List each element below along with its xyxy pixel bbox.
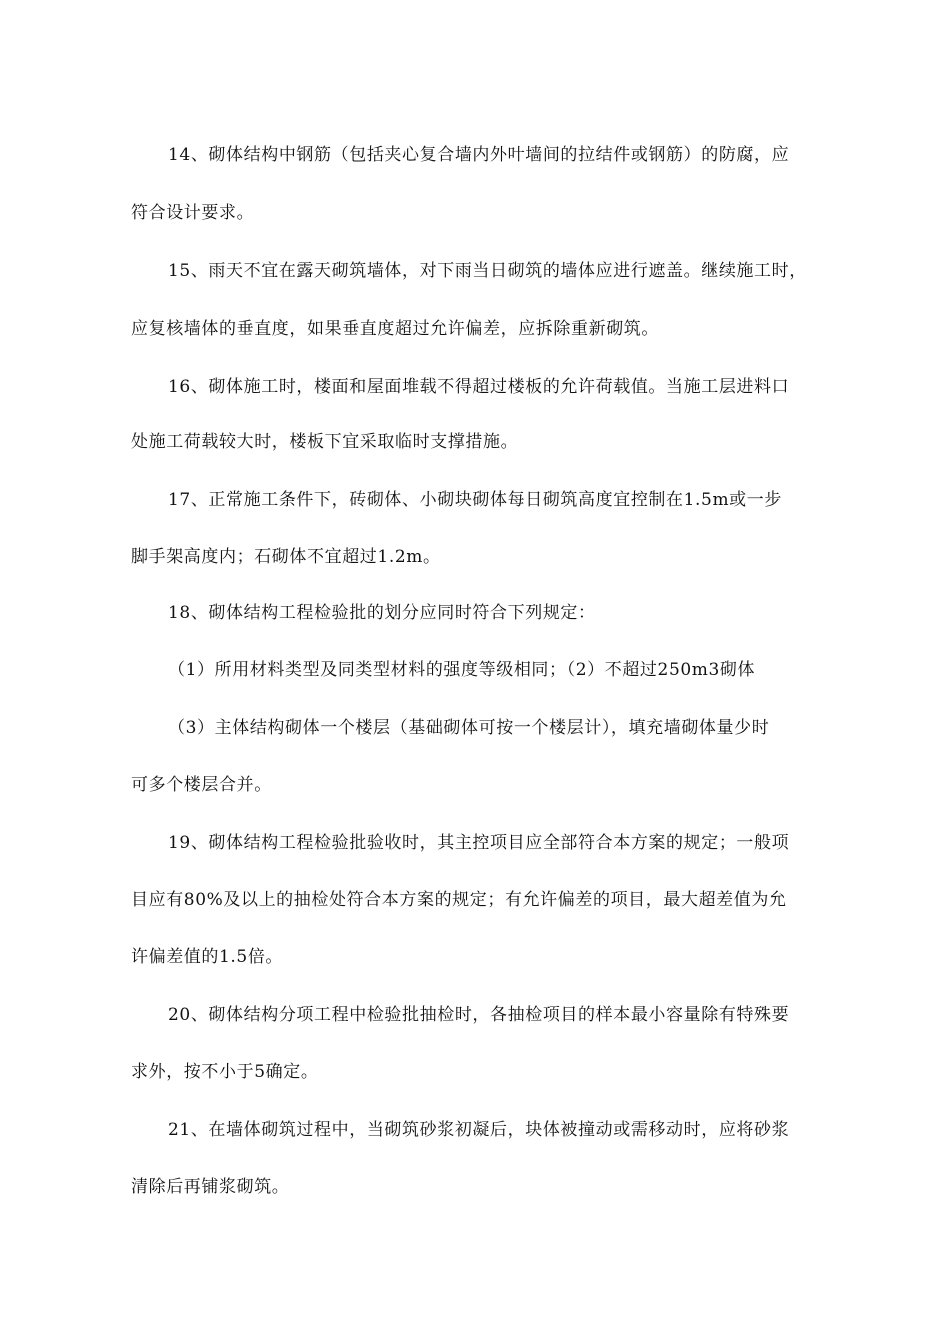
item-14-line-2: 符合设计要求。	[131, 203, 255, 223]
item-18-line-1: 18、砌体结构工程检验批的划分应同时符合下列规定：	[168, 603, 596, 623]
item-18-line-2: （1）所用材料类型及同类型材料的强度等级相同；（2）不超过250m3砌体	[168, 660, 756, 680]
item-15-line-1: 15、雨天不宜在露天砌筑墙体，对下雨当日砌筑的墙体应进行遮盖。继续施工时，	[168, 261, 807, 281]
item-18-line-4: 可多个楼层合并。	[131, 775, 272, 795]
item-14-line-1: 14、砌体结构中钢筋（包括夹心复合墙内外叶墙间的拉结件或钢筋）的防腐，应	[168, 145, 790, 165]
item-21-line-1: 21、在墙体砌筑过程中，当砌筑砂浆初凝后，块体被撞动或需移动时，应将砂浆	[168, 1120, 790, 1140]
item-18-line-3: （3）主体结构砌体一个楼层（基础砌体可按一个楼层计），填充墙砌体量少时	[168, 718, 770, 738]
item-17-line-1: 17、正常施工条件下，砖砌体、小砌块砌体每日砌筑高度宜控制在1.5m或一步	[168, 490, 782, 510]
item-15-line-2: 应复核墙体的垂直度，如果垂直度超过允许偏差，应拆除重新砌筑。	[131, 319, 659, 339]
item-19-line-3: 许偏差值的1.5倍。	[131, 947, 284, 967]
item-19-line-1: 19、砌体结构工程检验批验收时，其主控项目应全部符合本方案的规定；一般项	[168, 833, 790, 853]
item-17-line-2: 脚手架高度内；石砌体不宜超过1.2m。	[131, 547, 441, 567]
item-16-line-1: 16、砌体施工时，楼面和屋面堆载不得超过楼板的允许荷载值。当施工层进料口	[168, 377, 790, 397]
item-20-line-1: 20、砌体结构分项工程中检验批抽检时，各抽检项目的样本最小容量除有特殊要	[168, 1005, 790, 1025]
item-16-line-2: 处施工荷载较大时，楼板下宜采取临时支撑措施。	[131, 432, 519, 452]
item-21-line-2: 清除后再铺浆砌筑。	[131, 1177, 290, 1197]
item-19-line-2: 目应有80%及以上的抽检处符合本方案的规定；有允许偏差的项目，最大超差值为允	[131, 890, 787, 910]
item-20-line-2: 求外，按不小于5确定。	[131, 1062, 319, 1082]
